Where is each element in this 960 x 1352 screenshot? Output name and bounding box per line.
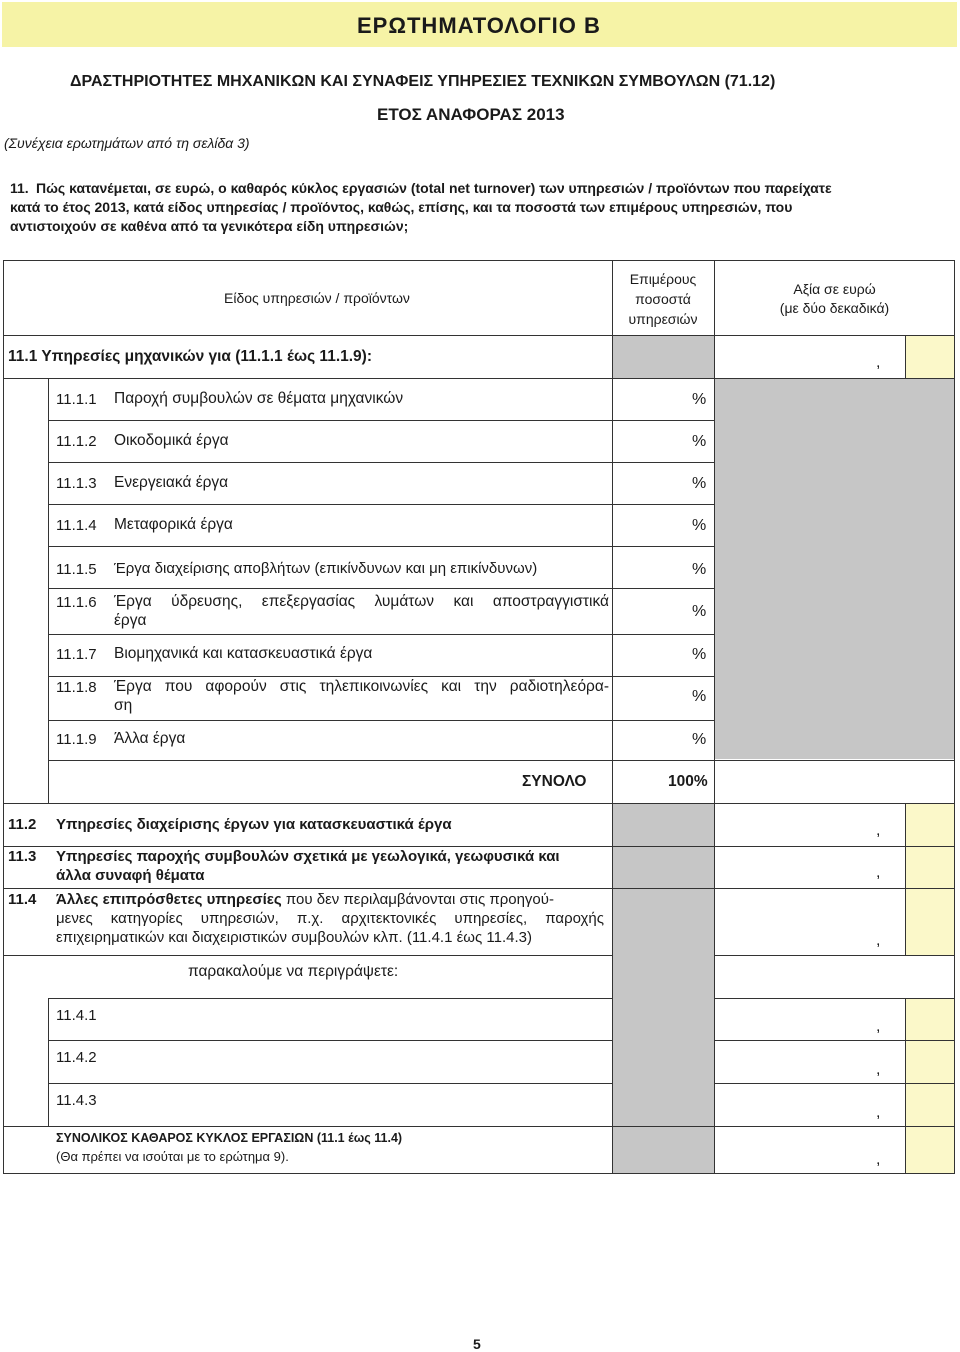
pct-1111: % [692,391,707,408]
input-1141-description[interactable] [110,999,610,1039]
gray-cell-111-pct [612,336,714,378]
label-1115: Έργα διαχείρισης αποβλήτων (επικίνδυνων και μη επικίνδυνων) [114,560,538,577]
grand-total-note: (Θα πρέπει να ισούται με το ερώτημα 9). [56,1149,289,1164]
input-1142-decimals[interactable] [906,1040,954,1083]
page-number: 5 [473,1336,481,1352]
code-1115: 11.1.5 [56,561,97,578]
code-1143: 11.4.3 [56,1092,97,1109]
question-line-2: κατά το έτος 2013, κατά είδος υπηρεσίας / προϊόντος, καθώς, επίσης, και τα ποσοστά των επιμέρους υπηρεσιών, που [10,199,793,215]
pct-1113: % [692,475,707,492]
comma-1141: , [876,1018,881,1035]
code-1117: 11.1.7 [56,646,97,663]
label-114-l1 [56,891,554,908]
label-112: Υπηρεσίες διαχείρισης έργων για κατασκευαστικά έργα [56,816,452,833]
input-1141-value[interactable] [715,999,904,1039]
label-114-bold: Άλλες επιπρόσθετες υπηρεσίες [56,891,282,908]
question-line-1: Πώς κατανέμεται, σε ευρώ, ο καθαρός κύκλος εργασιών (total net turnover) των υπηρεσιών / προϊόντων που παρείχατε [36,180,832,196]
label-1119: Άλλα έργα [114,730,186,747]
input-113-value[interactable] [715,846,904,888]
input-113-decimals[interactable] [906,846,954,888]
label-1117: Βιομηχανικά και κατασκευαστικά έργα [114,645,373,662]
comma-112: , [876,822,881,839]
pct-1116: % [692,603,707,620]
code-114: 11.4 [8,891,37,908]
code-1116: 11.1.6 [56,594,97,611]
input-111-value[interactable] [715,336,904,378]
total-label: ΣΥΝΟΛΟ [522,773,587,790]
code-1112: 11.1.2 [56,433,97,450]
gray-block-subtotals [715,378,955,759]
input-1141-decimals[interactable] [906,998,954,1040]
input-114-value[interactable] [715,888,904,955]
pct-1119: % [692,731,707,748]
col-header-pct-l2: ποσοστά [635,291,691,307]
input-total-decimals[interactable] [906,1126,954,1173]
code-1118: 11.1.8 [56,679,97,696]
code-1119: 11.1.9 [56,731,97,748]
pct-1115: % [692,561,707,578]
label-1116: Έργα ύδρευσης, επεξεργασίας λυμάτων και αποστραγγιστικά [114,593,609,610]
comma-114: , [876,932,881,949]
col-header-type: Είδος υπηρεσιών / προϊόντων [224,290,410,306]
code-1141: 11.4.1 [56,1007,97,1024]
comma-111: , [876,354,881,371]
section-111-title: 11.1 Υπηρεσίες μηχανικών για (11.1.1 έως 11.1.9): [8,348,372,365]
input-111-decimals[interactable] [906,336,954,378]
input-112-decimals[interactable] [906,803,954,846]
pct-1114: % [692,517,707,534]
label-114-l2: μενες κατηγορίες υπηρεσιών, π.χ. αρχιτεκτονικές υπηρεσίες, παροχής [56,910,604,927]
describe-prompt: παρακαλούμε να περιγράψετε: [188,963,399,980]
gray-block-pct-lower [612,803,714,1173]
input-114-decimals[interactable] [906,888,954,955]
label-1113: Ενεργειακά έργα [114,474,229,491]
label-113-l2: άλλα συναφή θέματα [56,867,205,884]
input-112-value[interactable] [715,803,904,846]
input-1143-value[interactable] [715,1084,904,1125]
pct-1118: % [692,688,707,705]
code-113: 11.3 [8,848,37,865]
total-value: 100% [668,773,708,790]
label-1118: Έργα που αφορούν στις τηλεπικοινωνίες και την ραδιοτηλεόρα- [114,678,609,695]
pct-1112: % [692,433,707,450]
code-1113: 11.1.3 [56,475,97,492]
label-113-l1: Υπηρεσίες παροχής συμβουλών σχετικά με γεωλογικά, γεωφυσικά και [56,848,560,865]
label-1112: Οικοδομικά έργα [114,432,229,449]
input-1143-decimals[interactable] [906,1083,954,1126]
comma-1143: , [876,1104,881,1121]
col-header-value-l2: (με δύο δεκαδικά) [779,300,890,316]
col-header-pct-l1: Επιμέρους [629,271,697,287]
question-number: 11. [10,180,29,196]
continuation-note: (Συνέχεια ερωτημάτων από τη σελίδα 3) [4,135,250,151]
comma-113: , [876,864,881,881]
label-114-l3: επιχειρηματικών και διαχειριστικών συμβουλών κλπ. (11.4.1 έως 11.4.3) [56,929,532,946]
code-112: 11.2 [8,816,37,833]
input-1142-description[interactable] [110,1041,610,1082]
pct-1117: % [692,646,707,663]
label-1114: Μεταφορικά έργα [114,516,233,533]
col-header-value-l1: Αξία σε ευρώ [793,281,876,297]
code-1114: 11.1.4 [56,517,97,534]
input-grand-total-value[interactable] [715,1127,904,1172]
question-line-3: αντιστοιχούν σε καθένα από τα γενικότερα είδη υπηρεσιών; [10,218,409,234]
grand-total-label: ΣΥΝΟΛΙΚΟΣ ΚΑΘΑΡΟΣ ΚΥΚΛΟΣ ΕΡΓΑΣΙΩΝ (11.1 έως 11.4) [56,1131,403,1145]
page-title: ΕΡΩΤΗΜΑΤΟΛΟΓΙΟ Β [357,13,601,38]
reference-year: ΕΤΟΣ ΑΝΑΦΟΡΑΣ 2013 [377,105,565,124]
label-114-rest: που δεν περιλαμβάνονται στις προηγού- [281,891,554,908]
code-1142: 11.4.2 [56,1049,97,1066]
comma-grand-total: , [876,1151,881,1168]
label-1116-l2: έργα [114,612,147,629]
input-1143-description[interactable] [110,1084,610,1125]
label-1111: Παροχή συμβουλών σε θέματα μηχανικών [114,390,404,407]
input-1142-value[interactable] [715,1041,904,1082]
comma-1142: , [876,1061,881,1078]
survey-subtitle: ΔΡΑΣΤΗΡΙΟΤΗΤΕΣ ΜΗΧΑΝΙΚΩΝ ΚΑΙ ΣΥΝΑΦΕΙΣ ΥΠΗΡΕΣΙΕΣ ΤΕΧΝΙΚΩΝ ΣΥΜΒΟΥΛΩΝ (71.12) [70,73,776,90]
label-1118-l2: ση [114,697,133,714]
col-header-pct-l3: υπηρεσιών [628,311,698,327]
code-1111: 11.1.1 [56,391,97,408]
